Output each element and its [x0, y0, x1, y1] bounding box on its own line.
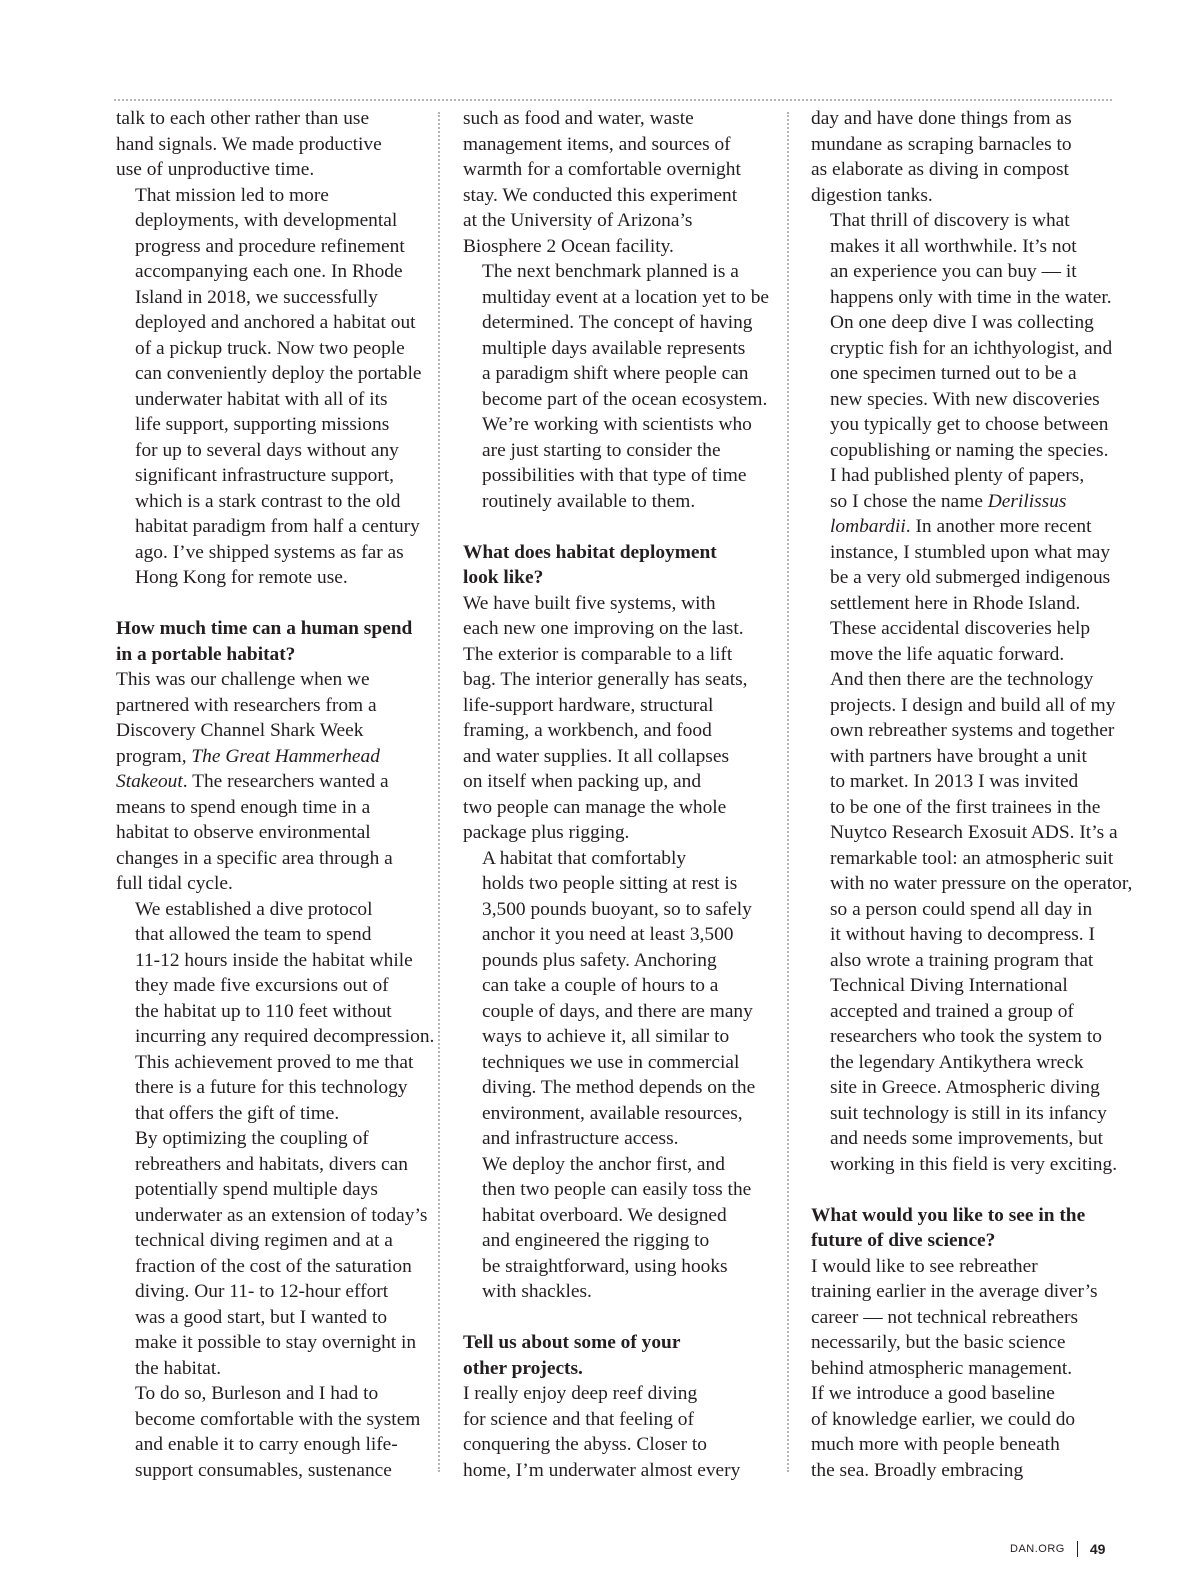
text-line: settlement here in Rhode Island.	[830, 592, 1081, 614]
text-line: warmth for a comfortable overnight	[463, 159, 741, 180]
text-line: which is a stark contrast to the old	[135, 490, 401, 512]
text-line: Discovery Channel Shark Week	[116, 720, 364, 741]
text-line: 11-12 hours inside the habitat while	[135, 949, 413, 971]
text-line: suit technology is still in its infancy	[830, 1102, 1107, 1124]
text-line: for up to several days without any	[135, 439, 399, 461]
text-line: and engineered the rigging to	[482, 1230, 710, 1251]
text-line: means to spend enough time in a	[116, 796, 371, 818]
text-line: multiday event at a location yet to be	[482, 286, 769, 308]
text-line: routinely available to them.	[482, 490, 696, 512]
text-line: This was our challenge when we	[116, 669, 370, 690]
paragraph	[463, 591, 788, 846]
text-line: was a good start, but I wanted to	[135, 1306, 388, 1328]
text-line: anchor it you need at least 3,500	[482, 924, 734, 945]
text-line: can conveniently deploy the portable	[135, 363, 422, 384]
text-line: How much time can a human spend	[116, 618, 413, 639]
text-line: it without having to decompress. I	[830, 924, 1095, 945]
text-line: move the life aquatic forward.	[830, 643, 1065, 665]
text-line: support consumables, sustenance	[135, 1459, 392, 1481]
text-line: That mission led to more	[135, 184, 329, 206]
text-line: What would you like to see in the	[811, 1204, 1086, 1226]
text-line: be a very old submerged indigenous	[830, 567, 1111, 588]
section-heading	[811, 1203, 1121, 1254]
text-line: program, The Great Hammerhead	[116, 745, 380, 767]
text-line: career — not technical rebreathers	[811, 1306, 1078, 1328]
text-line: pounds plus safety. Anchoring	[482, 949, 717, 971]
text-line: Biosphere 2 Ocean facility.	[463, 235, 674, 257]
text-column-3	[811, 106, 1133, 1483]
text-line: each new one improving on the last.	[463, 618, 744, 639]
text-line: make it possible to stay overnight in	[135, 1332, 417, 1353]
text-line: diving. Our 11- to 12-hour effort	[135, 1281, 389, 1302]
text-line: By optimizing the coupling of	[135, 1128, 369, 1149]
text-line: at the University of Arizona’s	[463, 210, 693, 231]
text-line: ways to achieve it, all similar to	[482, 1026, 730, 1047]
text-line: become part of the ocean ecosystem.	[482, 388, 768, 410]
text-line: On one deep dive I was collecting	[830, 312, 1094, 333]
text-line: to market. In 2013 I was invited	[830, 771, 1079, 792]
paragraph	[116, 1381, 441, 1483]
text-line: incurring any required decompression.	[135, 1026, 435, 1047]
text-line: the habitat.	[135, 1357, 222, 1379]
text-line: digestion tanks.	[811, 184, 933, 206]
text-line: Island in 2018, we successfully	[135, 286, 378, 308]
text-line: so a person could spend all day in	[830, 898, 1093, 920]
text-line: they made five excursions out of	[135, 975, 389, 996]
text-line: you typically get to choose between	[830, 414, 1109, 435]
paragraph	[811, 1254, 1121, 1484]
text-line: determined. The concept of having	[482, 312, 753, 333]
text-line: habitat to observe environmental	[116, 822, 371, 843]
text-line: That thrill of discovery is what	[830, 210, 1070, 231]
text-line: Stakeout. The researchers wanted a	[116, 771, 389, 792]
text-line: I really enjoy deep reef diving	[463, 1383, 698, 1404]
text-line: necessarily, but the basic science	[811, 1332, 1066, 1353]
text-line: an experience you can buy — it	[830, 261, 1077, 282]
text-line: life-support hardware, structural	[463, 694, 714, 716]
text-line: talk to each other rather than use	[116, 108, 370, 129]
text-line: We deploy the anchor first, and	[482, 1153, 725, 1175]
text-line: use of unproductive time.	[116, 159, 315, 180]
text-line: conquering the abyss. Closer to	[463, 1434, 707, 1455]
text-line: new species. With new discoveries	[830, 388, 1100, 410]
paragraph	[811, 106, 1121, 208]
text-line: ago. I’ve shipped systems as far as	[135, 541, 404, 563]
paragraph	[463, 106, 788, 259]
section-heading	[463, 540, 788, 591]
text-line: I had published plenty of papers,	[830, 465, 1085, 486]
text-line: possibilities with that type of time	[482, 465, 747, 486]
text-line: in a portable habitat?	[116, 643, 296, 665]
text-line: future of dive science?	[811, 1230, 996, 1251]
text-line: with no water pressure on the operator,	[830, 873, 1133, 894]
text-line: happens only with time in the water.	[830, 286, 1112, 308]
text-line: package plus rigging.	[463, 822, 630, 843]
text-line: and enable it to carry enough life-	[135, 1434, 398, 1455]
text-line: life support, supporting missions	[135, 414, 390, 435]
text-line: habitat paradigm from half a century	[135, 516, 420, 537]
text-line: makes it all worthwhile. It’s not	[830, 235, 1077, 257]
text-line: rebreathers and habitats, divers can	[135, 1153, 408, 1175]
text-line: stay. We conducted this experiment	[463, 184, 738, 206]
text-line: To do so, Burleson and I had to	[135, 1383, 379, 1404]
text-line: and infrastructure access.	[482, 1128, 679, 1149]
text-line: such as food and water, waste	[463, 108, 694, 129]
text-column-2	[463, 106, 788, 1483]
text-line: hand signals. We made productive	[116, 133, 382, 155]
text-line: cryptic fish for an ichthyologist, and	[830, 337, 1113, 359]
text-line: so I chose the name Derilissus	[830, 490, 1067, 512]
text-line: If we introduce a good baseline	[811, 1383, 1055, 1404]
footer-separator	[1077, 1541, 1078, 1557]
text-line: the legendary Antikythera wreck	[830, 1051, 1084, 1073]
text-line: there is a future for this technology	[135, 1077, 408, 1098]
text-line: home, I’m underwater almost every	[463, 1459, 741, 1481]
text-line: much more with people beneath	[811, 1434, 1060, 1455]
text-line: lombardii. In another more recent	[830, 516, 1092, 537]
text-line: on itself when packing up, and	[463, 771, 702, 792]
text-line: a paradigm shift where people can	[482, 363, 749, 384]
paragraph	[116, 667, 441, 897]
text-line: day and have done things from as	[811, 108, 1072, 129]
section-heading	[463, 1330, 788, 1381]
section-heading	[116, 616, 441, 667]
text-line: the habitat up to 110 feet without	[135, 1000, 392, 1022]
text-line: mundane as scraping barnacles to	[811, 133, 1072, 155]
text-line: The next benchmark planned is a	[482, 261, 739, 282]
text-line: as elaborate as diving in compost	[811, 159, 1069, 180]
text-line: habitat overboard. We designed	[482, 1204, 727, 1226]
text-line: to be one of the first trainees in the	[830, 796, 1101, 818]
text-line: techniques we use in commercial	[482, 1051, 740, 1073]
text-line: remarkable tool: an atmospheric suit	[830, 847, 1114, 869]
text-line: with partners have brought a unit	[830, 745, 1087, 767]
text-line: partnered with researchers from a	[116, 694, 377, 716]
text-line: diving. The method depends on the	[482, 1077, 756, 1098]
text-line: researchers who took the system to	[830, 1026, 1102, 1047]
text-line: Technical Diving International	[830, 975, 1068, 996]
text-line: The exterior is comparable to a lift	[463, 643, 733, 665]
text-line: then two people can easily toss the	[482, 1179, 752, 1200]
text-line: We established a dive protocol	[135, 898, 373, 920]
paragraph	[463, 1152, 788, 1305]
paragraph	[811, 667, 1133, 1177]
text-line: couple of days, and there are many	[482, 1000, 753, 1022]
text-line: other projects.	[463, 1357, 583, 1379]
text-line: that allowed the team to spend	[135, 924, 372, 945]
text-line: significant infrastructure support,	[135, 465, 395, 486]
text-line: This achievement proved to me that	[135, 1051, 414, 1073]
text-line: I would like to see rebreather	[811, 1255, 1038, 1277]
paragraph	[811, 208, 1121, 667]
text-line: holds two people sitting at rest is	[482, 873, 738, 894]
paragraph	[116, 106, 441, 183]
paragraph	[463, 259, 788, 514]
text-line: of a pickup truck. Now two people	[135, 337, 405, 359]
text-line: for science and that feeling of	[463, 1408, 694, 1430]
paragraph	[116, 183, 441, 591]
text-line: underwater as an extension of today’s	[135, 1204, 428, 1226]
text-line: accepted and trained a group of	[830, 1000, 1074, 1022]
text-line: framing, a workbench, and food	[463, 720, 712, 741]
top-divider	[114, 99, 1112, 101]
text-line: management items, and sources of	[463, 133, 731, 155]
text-line: be straightforward, using hooks	[482, 1255, 728, 1277]
text-column-1	[116, 106, 441, 1483]
text-line: own rebreather systems and together	[830, 720, 1115, 741]
text-line: also wrote a training program that	[830, 949, 1094, 971]
text-line: technical diving regimen and at a	[135, 1230, 393, 1251]
text-line: working in this field is very exciting.	[830, 1153, 1118, 1175]
text-line: with shackles.	[482, 1281, 592, 1302]
text-line: underwater habitat with all of its	[135, 388, 388, 410]
page-footer	[1010, 1539, 1105, 1559]
text-line: deployed and anchored a habitat out	[135, 312, 416, 333]
text-line: and water supplies. It all collapses	[463, 745, 730, 767]
text-line: can take a couple of hours to a	[482, 975, 719, 996]
column-divider-1	[438, 112, 440, 1472]
text-line: A habitat that comfortably	[482, 847, 687, 869]
text-line: that offers the gift of time.	[135, 1102, 340, 1124]
text-line: training earlier in the average diver’s	[811, 1281, 1098, 1302]
text-line: are just starting to consider the	[482, 439, 721, 461]
text-line: We have built five systems, with	[463, 592, 716, 614]
text-line: instance, I stumbled upon what may	[830, 541, 1111, 563]
text-line: We’re working with scientists who	[482, 414, 752, 435]
text-line: of knowledge earlier, we could do	[811, 1408, 1076, 1430]
text-line: Nuytco Research Exosuit ADS. It’s a	[830, 822, 1118, 843]
text-line: become comfortable with the system	[135, 1408, 421, 1430]
text-line: behind atmospheric management.	[811, 1357, 1073, 1379]
text-line: fraction of the cost of the saturation	[135, 1255, 412, 1277]
paragraph	[463, 1381, 788, 1483]
text-line: full tidal cycle.	[116, 873, 233, 894]
text-line: progress and procedure refinement	[135, 235, 405, 257]
text-line: Tell us about some of your	[463, 1332, 681, 1353]
paragraph	[116, 1126, 441, 1381]
text-line: projects. I design and build all of my	[830, 694, 1116, 716]
page-number: 49	[1089, 1541, 1106, 1557]
paragraph	[463, 846, 788, 1152]
text-line: copublishing or naming the species.	[830, 439, 1109, 461]
text-line: changes in a specific area through a	[116, 847, 393, 869]
text-line: What does habitat deployment	[463, 541, 717, 563]
text-line: Hong Kong for remote use.	[135, 567, 348, 588]
text-line: multiple days available represents	[482, 337, 746, 359]
text-line: accompanying each one. In Rhode	[135, 261, 403, 282]
text-line: These accidental discoveries help	[830, 618, 1091, 639]
text-line: look like?	[463, 567, 544, 588]
text-line: potentially spend multiple days	[135, 1179, 378, 1200]
paragraph	[116, 897, 441, 1127]
footer-site[interactable]: DAN.ORG	[1010, 1543, 1065, 1555]
text-line: one specimen turned out to be a	[830, 363, 1077, 384]
text-line: site in Greece. Atmospheric diving	[830, 1077, 1100, 1098]
text-line: And then there are the technology	[830, 669, 1094, 690]
text-line: and needs some improvements, but	[830, 1128, 1104, 1149]
text-line: deployments, with developmental	[135, 210, 398, 231]
text-line: 3,500 pounds buoyant, so to safely	[482, 898, 752, 920]
column-divider-2	[787, 112, 789, 1472]
text-line: two people can manage the whole	[463, 796, 727, 818]
text-line: bag. The interior generally has seats,	[463, 669, 748, 690]
text-line: environment, available resources,	[482, 1102, 743, 1124]
text-line: the sea. Broadly embracing	[811, 1459, 1024, 1481]
